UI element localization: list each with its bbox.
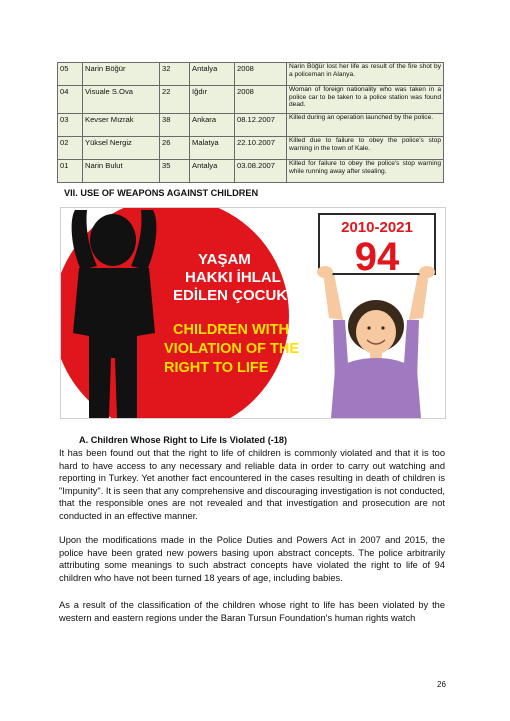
row-date: 08.12.2007 <box>235 114 287 137</box>
row-name: Visuale S.Ova <box>83 86 160 114</box>
poster-tr-line1: YAŞAM <box>198 251 251 268</box>
paragraph-2: Upon the modifications made in the Police Duties and Powers Act in 2007 and 2015, the police have been grated new powers basing upon abstract concepts. The police arbitrarily attributing some meanings to such abstract concepts have violated the right to life of 94 children who have not been turned 18 years of age, including babies. <box>59 535 445 583</box>
row-age: 22 <box>160 86 190 114</box>
poster-tr-line3: EDİLEN ÇOCUKLAR <box>173 287 318 304</box>
sign-years: 2010-2021 <box>341 219 413 236</box>
row-name: Narin Böğür <box>83 63 160 86</box>
section-title: VII. USE OF WEAPONS AGAINST CHILDREN <box>64 188 259 198</box>
poster-en-line1: CHILDREN WITH <box>173 322 289 338</box>
poster-tr-line2: HAKKI İHLAL <box>185 269 281 286</box>
sign-number: 94 <box>354 235 400 279</box>
table-row <box>58 160 444 183</box>
row-date: 2008 <box>235 86 287 114</box>
row-age: 26 <box>160 137 190 160</box>
row-description: Killed due to failure to obey the police's stop warning in the town of Kale. <box>287 137 444 160</box>
row-age: 38 <box>160 114 190 137</box>
row-number: 03 <box>58 114 83 137</box>
row-description: Killed during an operation launched by the police. <box>287 114 444 137</box>
paragraph-1: It has been found out that the right to life of children is commonly violated and that it is too hard to have access to any necessary and reliable data in order to carry out watching and reporting in Turkey. Yet another fact encountered in the cases resulting in death of children is "Impunity". It is seen that any comprehensive and discouraging investigation is not conducted, that the responsible ones are not revealed and that investigation and prosecution are not conducted in an effective manner. <box>59 448 445 521</box>
poster-en-line2: VIOLATION OF THE <box>164 341 300 357</box>
row-city: Antalya <box>190 63 235 86</box>
table-row <box>58 137 444 160</box>
page-number: 26 <box>437 680 446 689</box>
row-city: Ankara <box>190 114 235 137</box>
table-row <box>58 114 444 137</box>
row-number: 04 <box>58 86 83 114</box>
campaign-poster <box>60 207 446 419</box>
poster-artwork <box>61 208 445 418</box>
row-date: 22.10.2007 <box>235 137 287 160</box>
subheading: A. Children Whose Right to Life Is Violated (-18) <box>79 435 288 445</box>
row-age: 32 <box>160 63 190 86</box>
victims-table <box>57 62 444 183</box>
row-name: Yüksel Nergiz <box>83 137 160 160</box>
row-number: 05 <box>58 63 83 86</box>
row-name: Narin Bulut <box>83 160 160 183</box>
woman-figure <box>323 268 429 418</box>
row-description: Killed for failure to obey the police's stop warning while running away after stealing. <box>287 160 444 183</box>
row-description: Narin Böğür lost her life as result of the fire shot by a policeman in Alanya. <box>287 63 444 86</box>
row-description: Woman of foreign nationality who was taken in a police car to be taken to a police station was found dead. <box>287 86 444 114</box>
paragraph-3: As a result of the classification of the children whose right to life has been violated by the western and eastern regions under the Baran Tursun Foundation's human rights watch <box>59 600 445 623</box>
row-number: 01 <box>58 160 83 183</box>
row-date: 03.08.2007 <box>235 160 287 183</box>
row-date: 2008 <box>235 63 287 86</box>
row-city: Antalya <box>190 160 235 183</box>
table-row <box>58 63 444 86</box>
row-name: Kevser Mızrak <box>83 114 160 137</box>
row-number: 02 <box>58 137 83 160</box>
row-city: Malatya <box>190 137 235 160</box>
row-age: 35 <box>160 160 190 183</box>
row-city: Iğdır <box>190 86 235 114</box>
poster-en-line3: RIGHT TO LIFE <box>164 360 269 376</box>
table-row <box>58 86 444 114</box>
